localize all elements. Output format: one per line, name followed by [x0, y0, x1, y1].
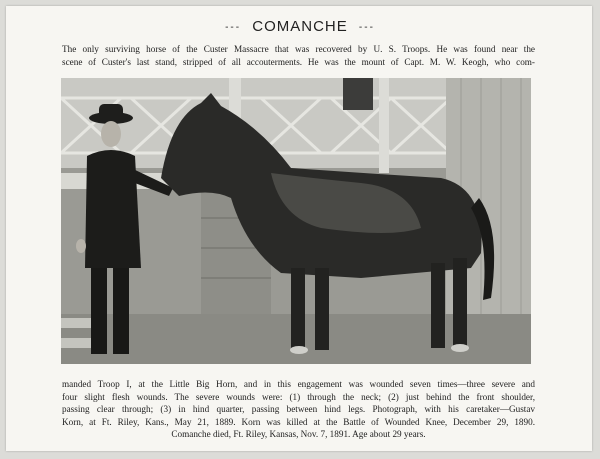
porch-post	[379, 78, 389, 173]
intro-line: The only surviving horse of the Custer Massacre that was recovered by U. S. Troops. He was found near the	[62, 44, 535, 54]
step	[61, 318, 91, 328]
photograph-drawing	[61, 78, 531, 364]
intro-paragraph	[62, 43, 535, 68]
title-dash-right: ---	[358, 21, 375, 33]
caption-line: Comanche died, Ft. Riley, Kansas, Nov. 7, 1891. Age about 29 years.	[171, 429, 426, 439]
title-dash-left: ---	[225, 21, 242, 33]
window	[343, 78, 373, 110]
historical-photograph	[61, 78, 531, 364]
caption-line: four slight flesh wounds. The severe wounds were: (1) through the neck; (2) just behind the front shoulder,	[62, 391, 535, 402]
intro-line: scene of Custer's last stand, stripped of all accouterments. He was the mount of Capt. M. W. Keogh, who com-	[62, 56, 535, 67]
page-title: COMANCHE	[252, 18, 348, 35]
title-row	[0, 18, 600, 35]
caption-line: Korn, at Ft. Riley, Kans., May 21, 1889. Korn was killed at the Battle of Wounded Knee, December 29, 1890.	[62, 416, 535, 427]
caption-line: passing clear through; (3) in hind quarter, passing between hind legs. Photograph, with his caretaker—Gustav	[62, 404, 535, 414]
caption-line: manded Troop I, at the Little Big Horn, and in this engagement was wounded seven times—three severe and	[62, 379, 535, 389]
caption-paragraph	[62, 378, 535, 441]
